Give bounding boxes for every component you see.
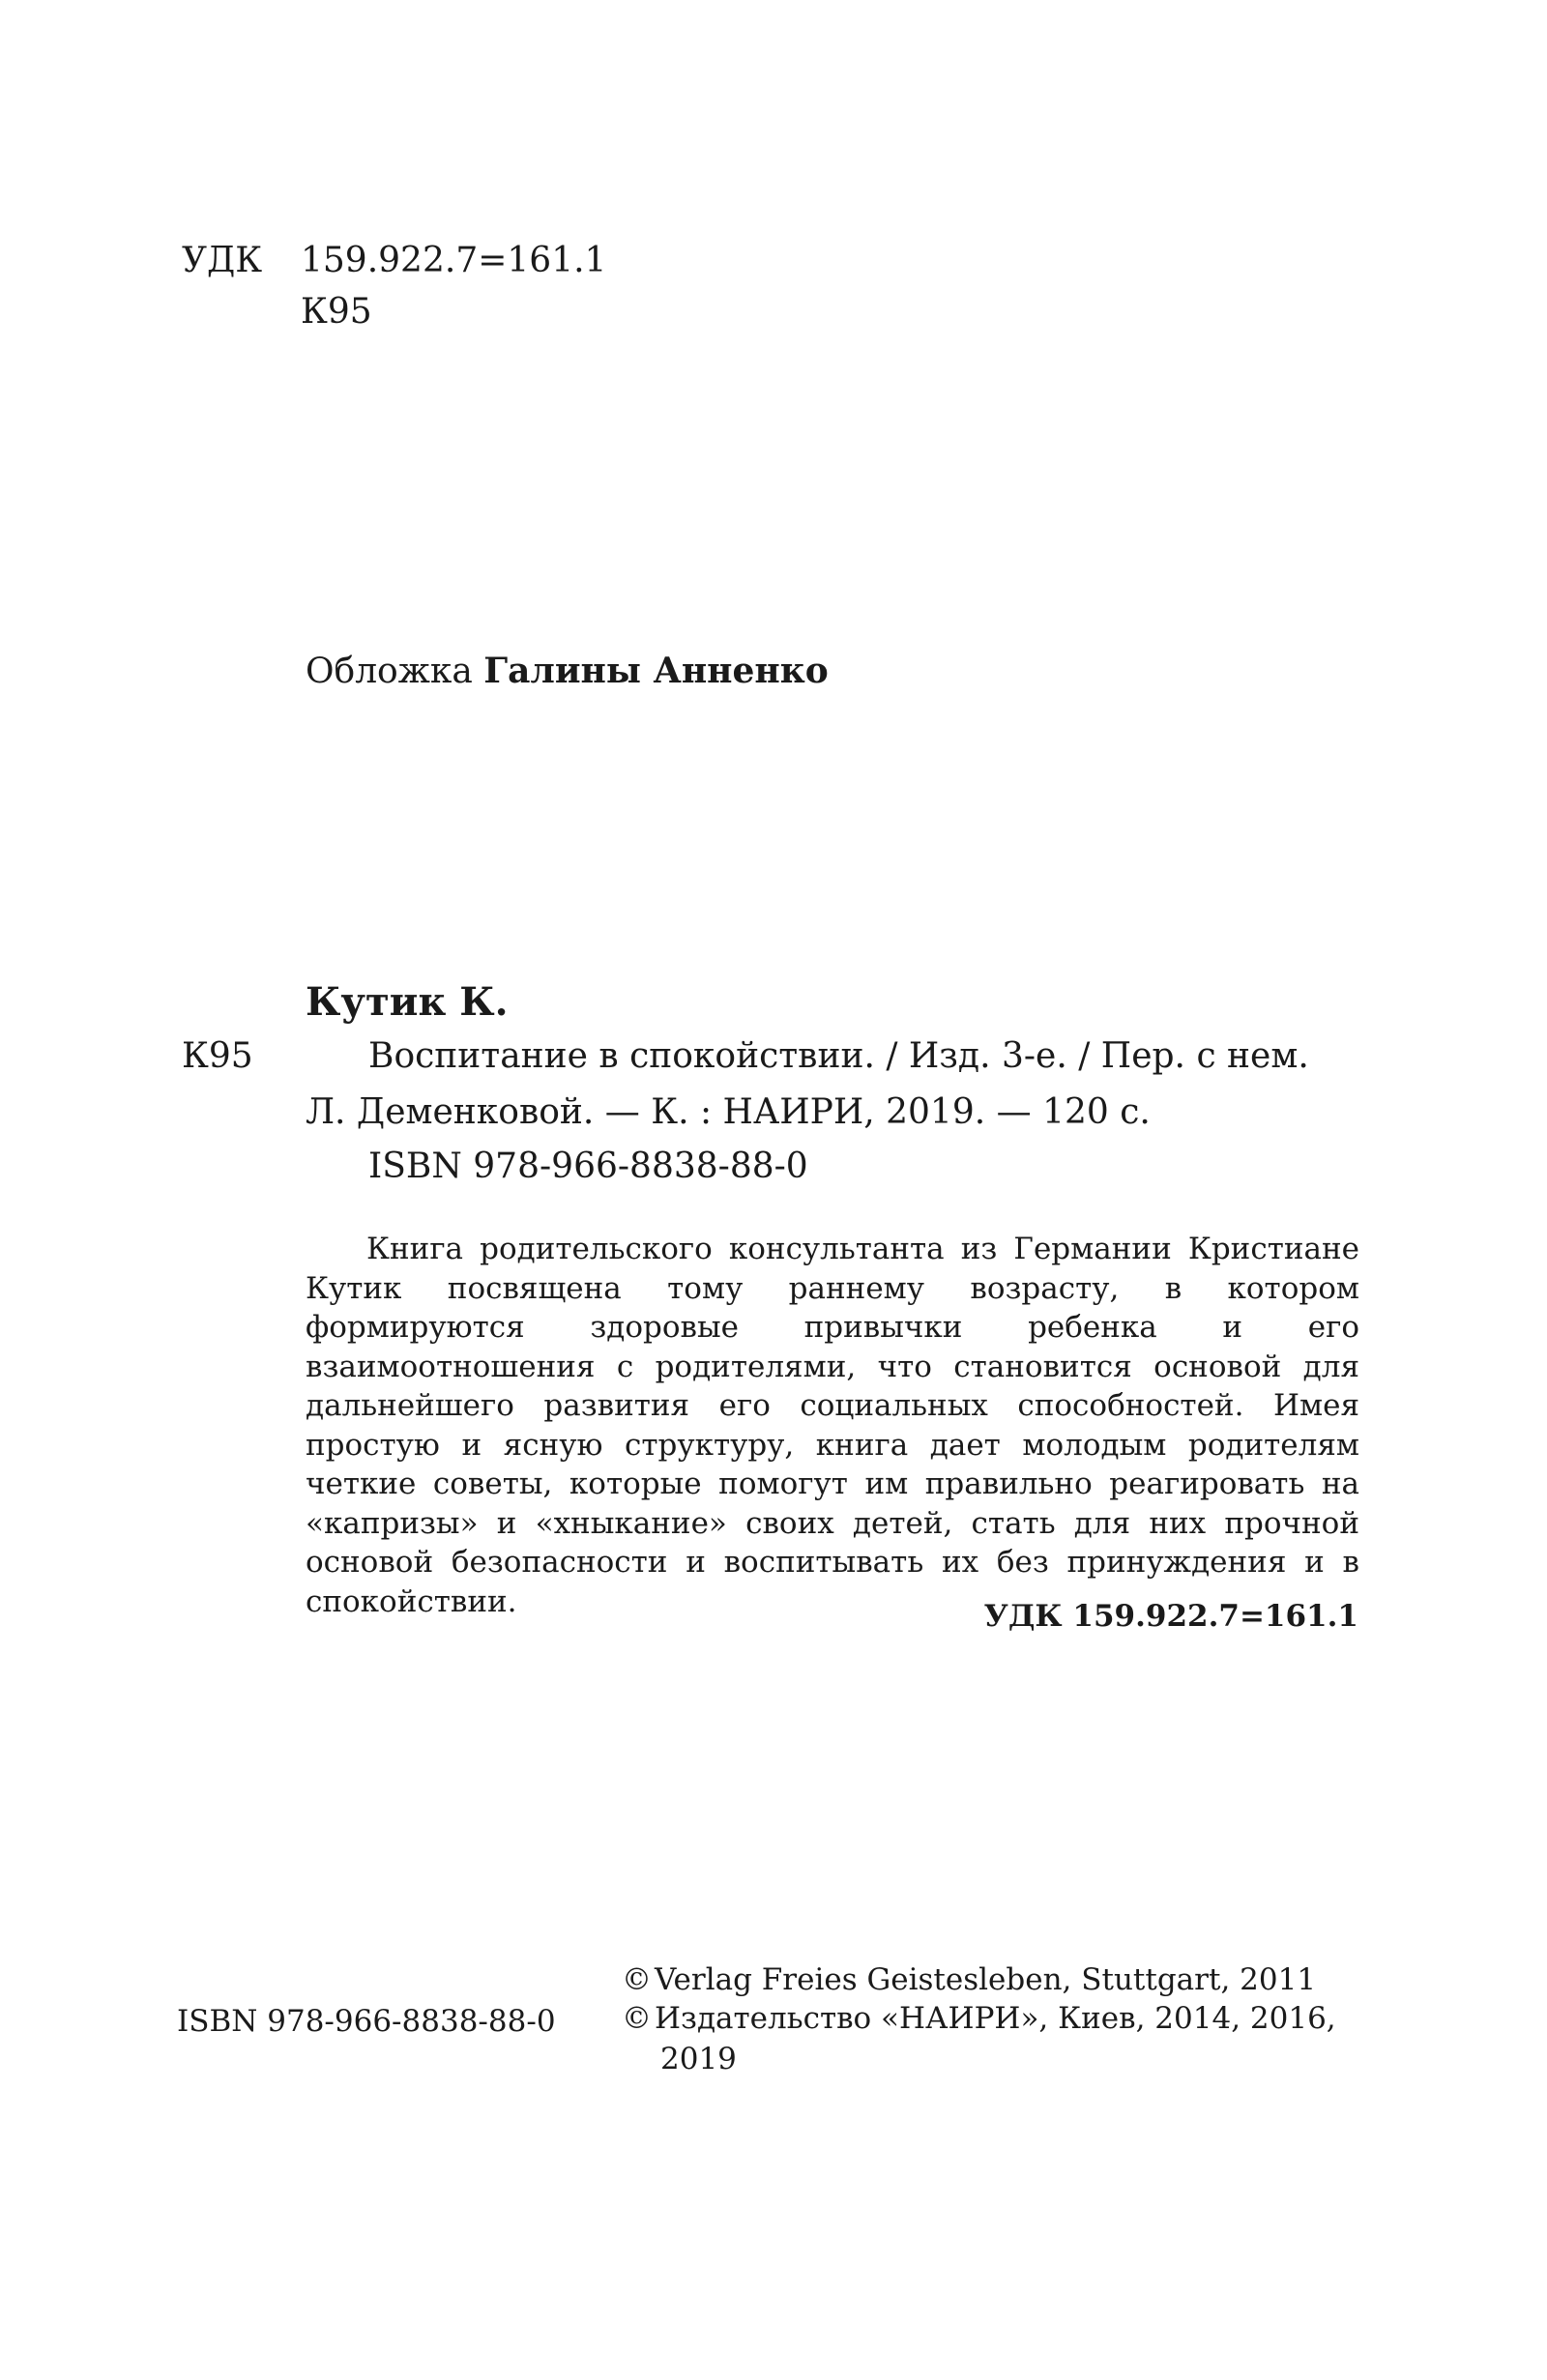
- imprint-isbn: ISBN 978-966-8838-88-0: [177, 2004, 556, 2039]
- copyright-icon: ©: [622, 2001, 652, 2036]
- copyright-text: Издательство «НАИРИ», Киев, 2014, 2016,: [655, 2001, 1336, 2036]
- udk-label: УДК: [182, 241, 263, 280]
- udk-code: 159.922.7=161.1: [301, 241, 607, 280]
- copyright-text: 2019: [660, 2042, 737, 2076]
- copyright-text: Verlag Freies Geistesleben, Stuttgart, 2011: [655, 1962, 1317, 1997]
- copyright-line: [622, 1960, 1316, 1999]
- catalog-author: Кутик К.: [306, 979, 509, 1025]
- catalog-publication-line: Л. Деменковой. — К. : НАИРИ, 2019. — 120 с.: [306, 1092, 1151, 1132]
- annotation-text: Книга родительского консультанта из Германии Кристиане Кутик посвящена тому раннему возрасту, в котором формируются здоровые привычки ребенка и его взаимоотношения с родителями, что становится основой для дальнейшего развития его социальных способностей. Имея простую и ясную структуру, книга дает молодым родителям четкие советы, которые помогут им правильно реагировать на «капризы» и «хныкание» своих детей, стать для них прочной основой безопасности и воспитывать их без принуждения и в спокойствии.: [306, 1232, 1359, 1619]
- copyright-icon: ©: [622, 1962, 652, 1997]
- annotation-udk: УДК 159.922.7=161.1: [983, 1599, 1358, 1634]
- cover-artist-name: Галины Анненко: [483, 651, 829, 691]
- copyright-line-continued: [660, 2040, 737, 2078]
- cover-credit-prefix: Обложка: [306, 652, 484, 691]
- copyright-line: [622, 1999, 1336, 2038]
- author-sign: К95: [301, 292, 372, 332]
- catalog-isbn: ISBN 978-966-8838-88-0: [368, 1146, 808, 1186]
- cover-credit: [306, 653, 829, 689]
- catalog-author-sign: К95: [182, 1036, 253, 1076]
- catalog-title-line: Воспитание в спокойствии. / Изд. 3-е. / Пер. с нем.: [368, 1036, 1309, 1076]
